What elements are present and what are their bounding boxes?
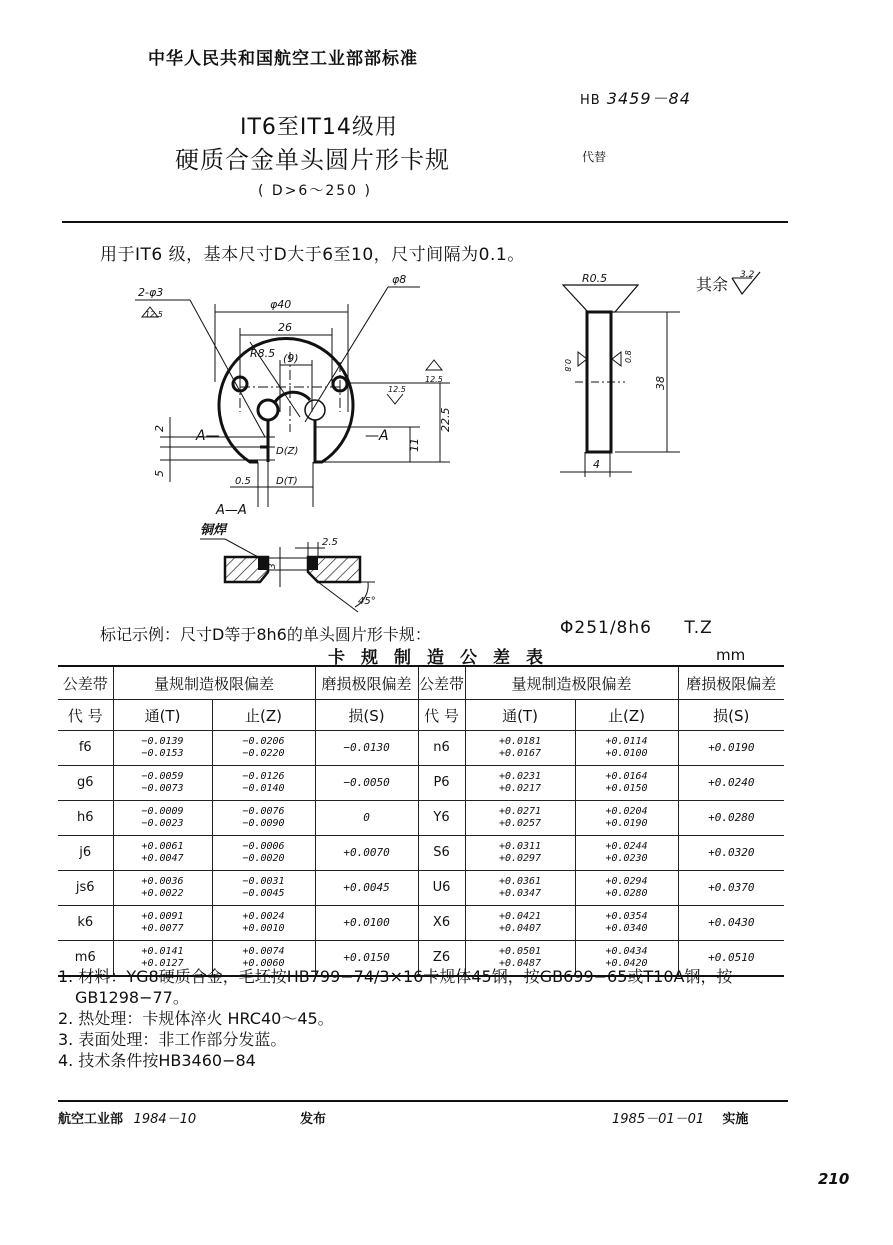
svg-text:D(T): D(T) [276, 476, 298, 487]
table-unit: mm [716, 646, 746, 664]
header-divider [62, 221, 788, 223]
header-wear-s: 损(S) [678, 700, 784, 731]
title-line-1: IT6至IT14级用 [240, 115, 398, 140]
issuer-block [58, 1108, 196, 1127]
issuing-organization: 中华人民共和国航空工业部部标准 [148, 49, 418, 69]
svg-text:12.5: 12.5 [388, 385, 406, 394]
dim-hole-spacing: 26 [278, 321, 292, 334]
svg-text:2: 2 [153, 425, 166, 432]
tolerance-table [58, 665, 784, 977]
svg-text:0.5: 0.5 [235, 476, 251, 487]
issue-label: 发布 [300, 1112, 327, 1127]
side-view-drawing [540, 262, 690, 492]
page-number: 210 [818, 1170, 850, 1188]
table-row: js6 +0.0036 +0.0022 −0.0031 −0.0045 +0.0045 U6 +0.0361 +0.0347 +0.0294 +0.0280 +0.0370 [58, 871, 784, 906]
effective-block [612, 1108, 748, 1127]
header-go: 通(T) [113, 700, 212, 731]
title-range: ( D>6～250 ) [258, 183, 372, 199]
note-1: 1. 材料：YG8硬质合金，毛坯按HB799−74/3×16卡规体45钢，按GB699−65或T10A钢，按 [58, 967, 733, 986]
header-go: 通(T) [465, 700, 575, 731]
note-4: 4. 技术条件按HB3460−84 [58, 1051, 256, 1070]
braze-label: 铜焊 [200, 523, 227, 538]
table-row: m6 +0.0141 +0.0127 +0.0074 +0.0060 +0.0150 Z6 +0.0501 +0.0487 +0.0434 +0.0420 +0.0510 [58, 941, 784, 977]
dim-radius: R8.5 [250, 347, 276, 360]
svg-text:3.2: 3.2 [740, 270, 755, 280]
header-nogo: 止(Z) [212, 700, 315, 731]
marking-code [560, 618, 713, 638]
header-manufacture: 量规制造极限偏差 [113, 666, 315, 700]
header-manufacture: 量规制造极限偏差 [465, 666, 678, 700]
usage-note: 用于IT6 级，基本尺寸D大于6至10，尺寸间隔为0.1。 [100, 245, 525, 265]
dim-center-spacing: (9) [283, 352, 299, 365]
roughness-note-label: 其余 [696, 274, 729, 294]
table-row: j6 +0.0061 +0.0047 −0.0006 −0.0020 +0.0070 S6 +0.0311 +0.0297 +0.0244 +0.0230 +0.0320 [58, 836, 784, 871]
table-row: k6 +0.0091 +0.0077 +0.0024 +0.0010 +0.0100 X6 +0.0421 +0.0407 +0.0354 +0.0340 +0.0430 [58, 906, 784, 941]
table-title: 卡规制造公差表 [328, 648, 559, 668]
dim-center-hole: φ8 [392, 273, 407, 286]
table-row: g6 −0.0059 −0.0073 −0.0126 −0.0140 −0.0050 P6 +0.0231 +0.0217 +0.0164 +0.0150 +0.0240 [58, 766, 784, 801]
dim-height-total: 22.5 [439, 407, 452, 432]
dim-small-holes: 2-φ3 [138, 286, 164, 299]
marking-example: 标记示例：尺寸D等于8h6的单头圆片形卡规： [100, 625, 431, 644]
dim-outer-diameter: φ40 [270, 298, 292, 311]
header-wear: 磨损极限偏差 [315, 666, 418, 700]
header-band: 公差带 [418, 666, 465, 700]
header-code: 代 号 [58, 700, 113, 731]
svg-text:2.5: 2.5 [322, 537, 338, 548]
note-3: 3. 表面处理：非工作部分发蓝。 [58, 1030, 287, 1049]
table-row: h6 −0.0009 −0.0023 −0.0076 −0.0090 0 Y6 +0.0271 +0.0257 +0.0204 +0.0190 +0.0280 [58, 801, 784, 836]
svg-text:0.8: 0.8 [624, 350, 633, 363]
standard-code: 3459－84 [606, 89, 691, 108]
note-1-continued: GB1298−77。 [75, 988, 189, 1007]
note-2: 2. 热处理：卡规体淬火 HRC40～45。 [58, 1009, 334, 1028]
technical-notes [58, 966, 732, 1071]
dim-height-jaw: 11 [408, 438, 421, 452]
roughness-note [696, 268, 762, 298]
header-code: 代 号 [418, 700, 465, 731]
marking-code-value: Φ251/8h6 [560, 618, 652, 638]
svg-text:—A: —A [365, 428, 389, 444]
svg-text:45°: 45° [358, 596, 376, 607]
standard-prefix: HB [580, 93, 601, 108]
svg-text:A—: A— [196, 428, 220, 444]
header-wear: 磨损极限偏差 [678, 666, 784, 700]
replaces-label: 代替 [582, 150, 607, 164]
side-height: 38 [654, 376, 667, 390]
issuer: 航空工业部 [58, 1112, 124, 1127]
header-wear-s: 损(S) [315, 700, 418, 731]
section-label: A—A [216, 503, 247, 518]
roughness-triangle-icon [728, 268, 762, 298]
page-title: 硬质合金单头圆片形卡规 [175, 146, 450, 174]
svg-text:0.8: 0.8 [563, 359, 572, 372]
standard-number [580, 86, 691, 109]
marking-code-suffix: T.Z [684, 618, 713, 638]
svg-text:5: 5 [153, 470, 166, 477]
side-radius: R0.5 [582, 272, 608, 285]
svg-text:D(Z): D(Z) [276, 446, 299, 457]
svg-text:3: 3 [268, 563, 278, 569]
side-thickness: 4 [593, 458, 600, 471]
svg-text:12.5: 12.5 [145, 310, 163, 319]
header-band: 公差带 [58, 666, 113, 700]
header-nogo: 止(Z) [575, 700, 678, 731]
effective-label: 实施 [722, 1112, 749, 1127]
svg-text:12.5: 12.5 [425, 375, 443, 384]
effective-date: 1985－01－01 [612, 1112, 705, 1127]
front-view-drawing [100, 262, 520, 622]
footer-divider [58, 1100, 788, 1102]
issue-date: 1984－10 [133, 1112, 197, 1127]
table-row: f6 −0.0139 −0.0153 −0.0206 −0.0220 −0.0130 n6 +0.0181 +0.0167 +0.0114 +0.0100 +0.0190 [58, 731, 784, 766]
